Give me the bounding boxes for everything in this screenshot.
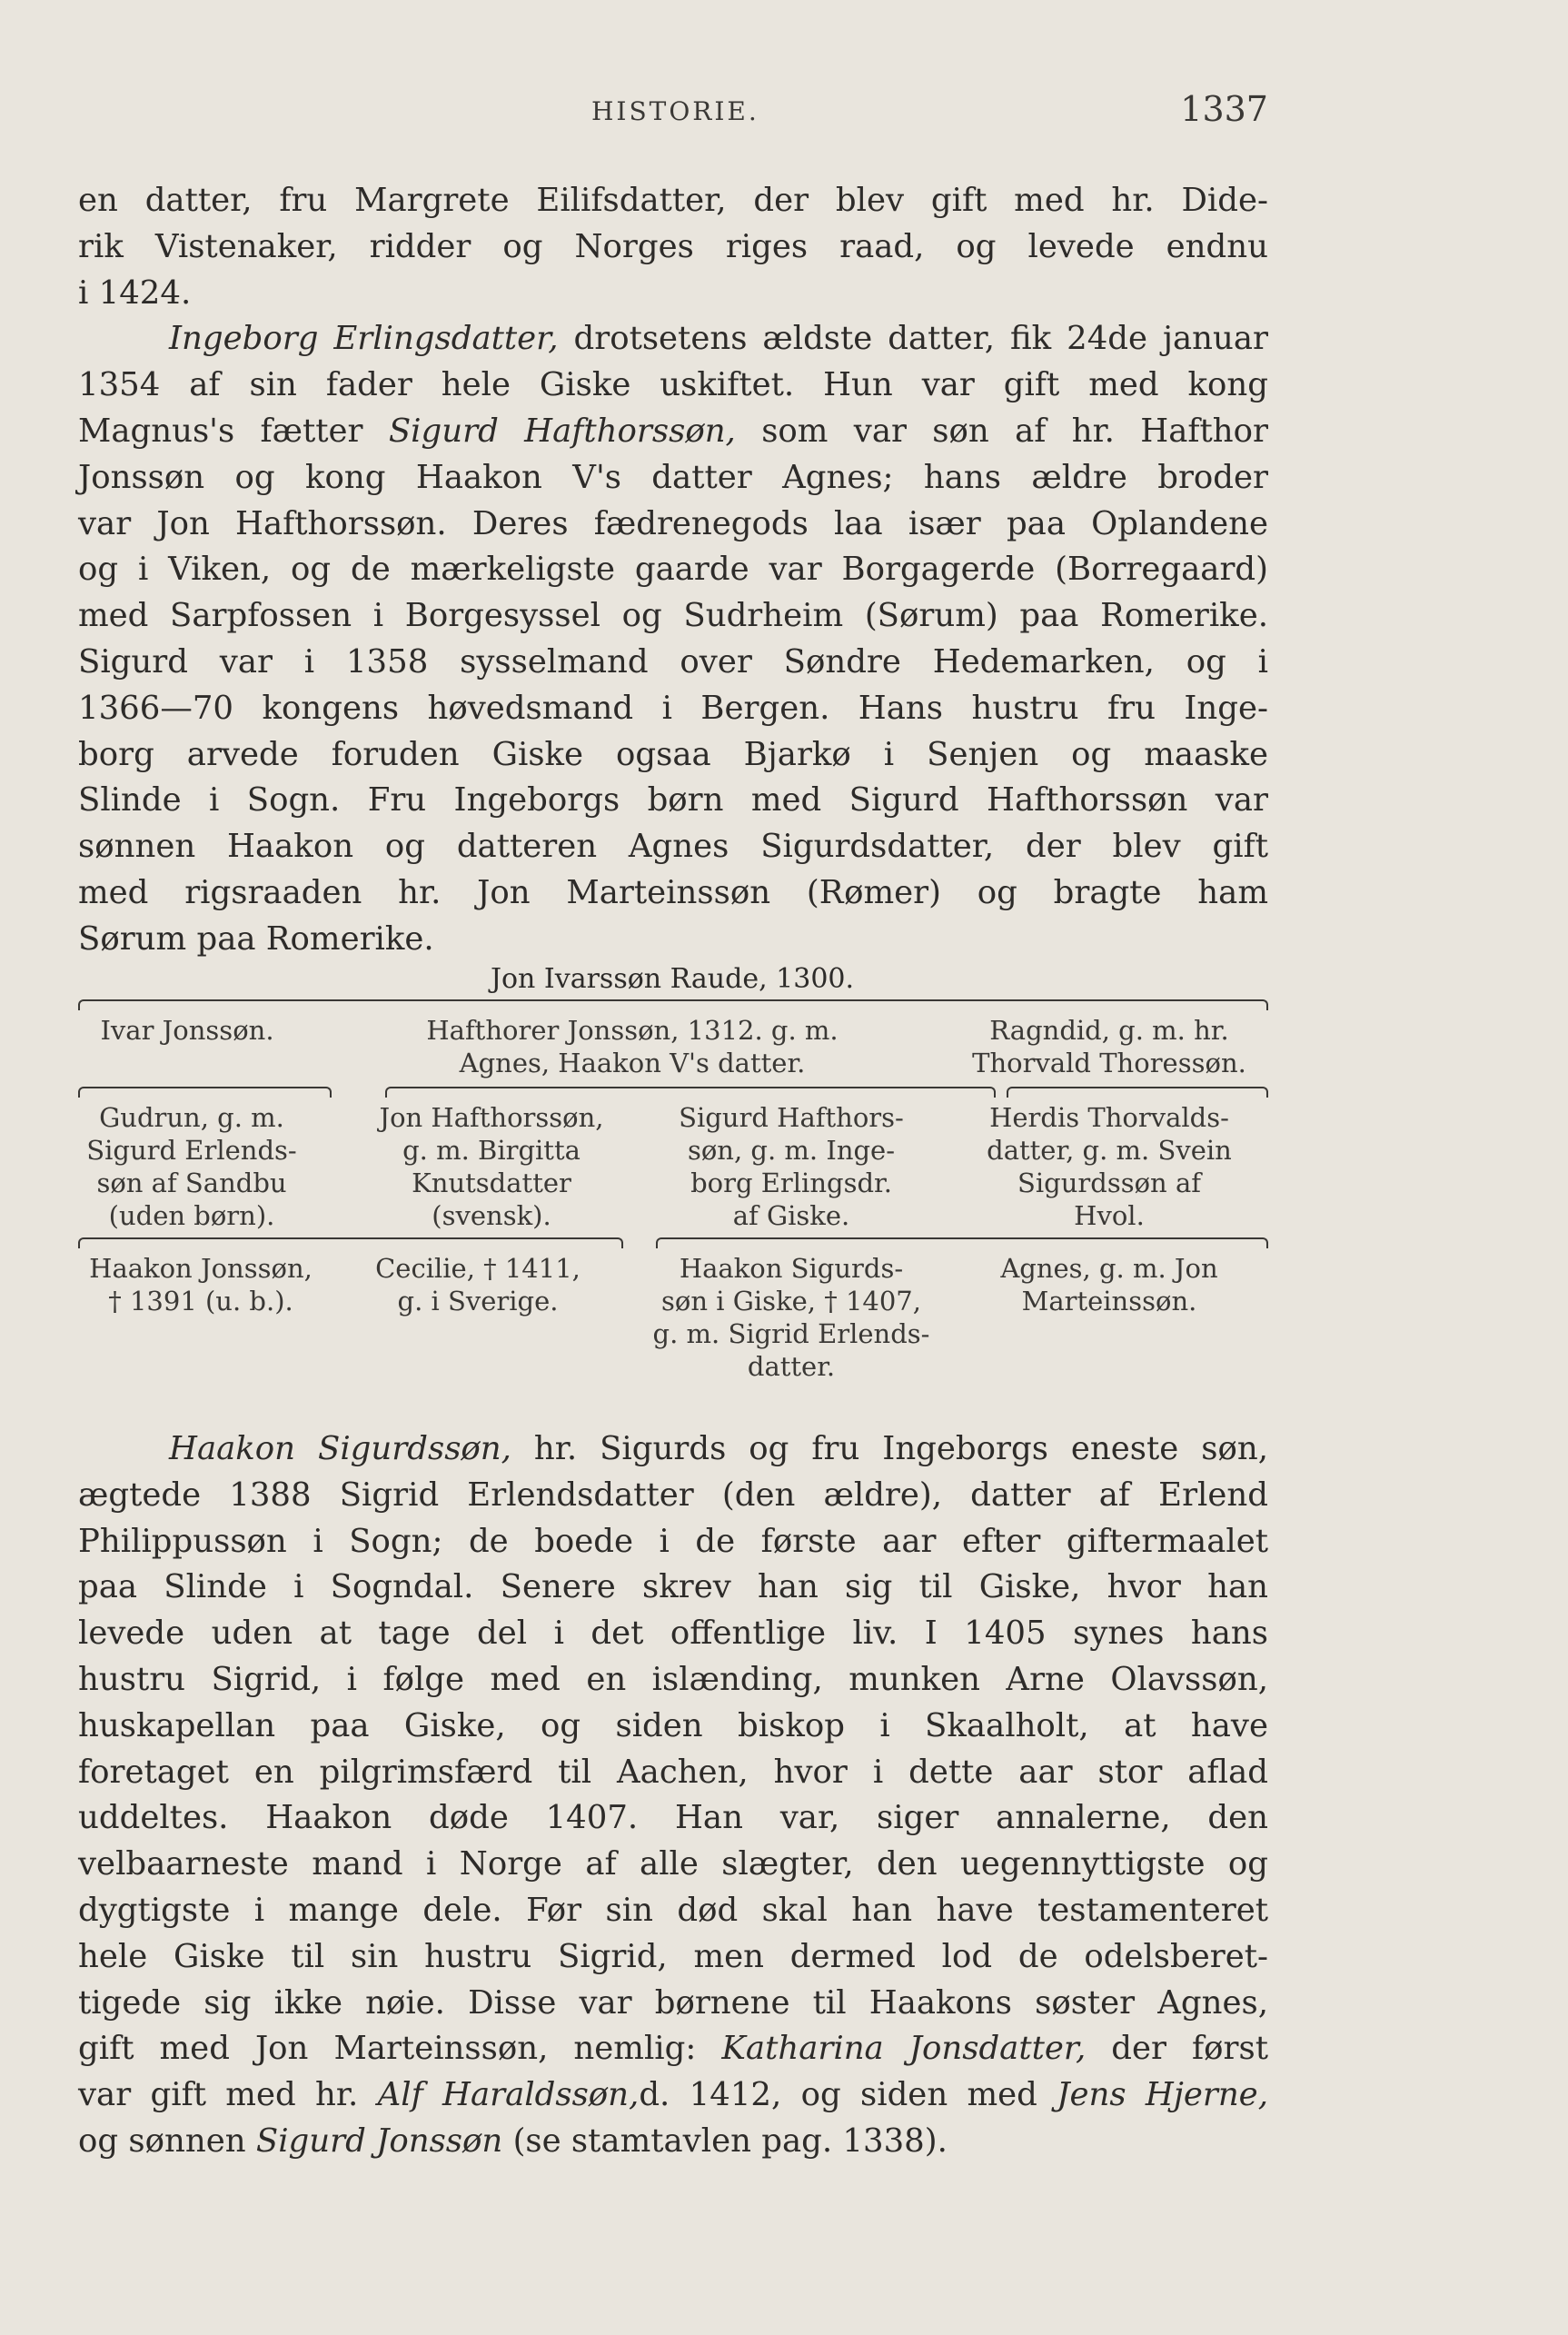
text-line: [78, 2119, 1268, 2165]
tree-entry-haakon-jonssoen: [69, 1252, 332, 1317]
tree-entry-line: Knutsdatter: [412, 1168, 571, 1198]
person-name: Sigurd Hafthorssøn,: [388, 412, 736, 450]
text-run: hr. Sigurds og fru Ingeborgs eneste søn,: [533, 1430, 1268, 1467]
text-run: der først: [1111, 2030, 1268, 2068]
tree-entry-line: Jon Hafthorssøn,: [379, 1102, 604, 1133]
tree-entry-line: Haakon Jonssøn,: [89, 1253, 313, 1284]
text-line: borg arvede foruden Giske ogsaa Bjarkø i Senjen og maaske: [78, 735, 1268, 773]
text-line: hele Giske til sin hustru Sigrid, men dermed lod de odelsberet-: [78, 1937, 1268, 1975]
text-line: [78, 1426, 1268, 1473]
page-number: 1337: [1180, 89, 1268, 129]
tree-entry-haakon-sigurdssoen: [632, 1252, 950, 1383]
tree-entry-line: borg Erlingsdr.: [690, 1168, 892, 1198]
tree-entry-agnes: [950, 1252, 1268, 1317]
tree-brace: [385, 1087, 996, 1098]
tree-entry-line: Hvol.: [1074, 1200, 1145, 1231]
tree-entry-line: (svensk).: [432, 1200, 551, 1231]
tree-entry-line: søn i Giske, † 1407,: [661, 1286, 921, 1317]
tree-entry-line: g. m. Birgitta: [402, 1135, 581, 1166]
text-line: en datter, fru Margrete Eilifsdatter, der blev gift med hr. Dide-: [78, 182, 1268, 219]
tree-entry-ivar: [78, 1014, 296, 1047]
tree-brace: [78, 1087, 332, 1098]
person-name: Alf Haraldssøn,: [377, 2076, 640, 2114]
tree-entry-line: Ivar Jonssøn.: [100, 1015, 274, 1046]
person-name: Ingeborg Erlingsdatter,: [169, 320, 559, 358]
text-line: Slinde i Sogn. Fru Ingeborgs børn med Sigurd Hafthorssøn var: [78, 781, 1268, 820]
page-header: [78, 89, 1268, 144]
tree-entry-line: Marteinssøn.: [1021, 1286, 1197, 1317]
text-line: [78, 316, 1268, 363]
running-title: HISTORIE.: [591, 96, 759, 126]
text-line: paa Slinde i Sogndal. Senere skrev han sig til Giske, hvor han: [78, 1568, 1268, 1606]
tree-entry-line: Hafthorer Jonssøn, 1312. g. m.: [426, 1015, 839, 1046]
text-line: med Sarpfossen i Borgesyssel og Sudrheim (Sørum) paa Romerike.: [78, 597, 1268, 635]
paragraph-haakon: [78, 1426, 1268, 2165]
text-line: Jonssøn og kong Haakon V's datter Agnes; hans ældre broder: [78, 458, 1268, 496]
tree-entry-line: af Giske.: [732, 1200, 850, 1231]
text-run: Magnus's fætter: [78, 412, 363, 450]
person-name: Jens Hjerne,: [1057, 2076, 1268, 2114]
text-line: med rigsraaden hr. Jon Marteinssøn (Rømer) og bragte ham: [78, 873, 1268, 911]
text-line: [78, 2072, 1268, 2119]
text-run: gift med Jon Marteinssøn, nemlig:: [78, 2030, 697, 2068]
tree-entry-line: Agnes, g. m. Jon: [1000, 1253, 1218, 1284]
text-run: d. 1412, og siden med: [639, 2076, 1037, 2114]
text-line: foretaget en pilgrimsfærd til Aachen, hvor i dette aar stor aflad: [78, 1753, 1268, 1791]
text-line: Philippussøn i Sogn; de boede i de første aar efter giftermaalet: [78, 1522, 1268, 1560]
tree-entry-line: Haakon Sigurds-: [679, 1253, 904, 1284]
tree-entry-line: Thorvald Thoressøn.: [972, 1048, 1246, 1078]
text-run: drotsetens ældste datter, fik 24de januar: [573, 320, 1268, 358]
text-run: og sønnen: [78, 2121, 246, 2160]
text-line: 1366—70 kongens høvedsmand i Bergen. Hans hustru fru Inge-: [78, 689, 1268, 727]
text-line: [78, 2026, 1268, 2072]
tree-entry-line: Cecilie, † 1411,: [375, 1253, 581, 1284]
family-tree-title: Jon Ivarssøn Raude, 1300.: [490, 963, 855, 995]
text-line: i 1424.: [78, 273, 192, 312]
text-run: som var søn af hr. Hafthor: [761, 412, 1268, 450]
tree-entry-line: (uden børn).: [108, 1200, 275, 1231]
text-run: (se stamtavlen pag. 1338).: [512, 2121, 948, 2160]
text-line: dygtigste i mange dele. Før sin død skal han have testamenteret: [78, 1891, 1268, 1929]
tree-entry-line: Sigurd Erlends-: [86, 1135, 297, 1166]
tree-entry-line: Herdis Thorvalds-: [989, 1102, 1229, 1133]
text-line: sønnen Haakon og datteren Agnes Sigurdsdatter, der blev gift: [78, 828, 1268, 866]
text-line: 1354 af sin fader hele Giske uskiftet. Hun var gift med kong: [78, 366, 1268, 404]
tree-entry-cecilie: [342, 1252, 614, 1317]
tree-entry-herdis: [950, 1101, 1268, 1232]
text-line: Sigurd var i 1358 sysselmand over Søndre Hedemarken, og i: [78, 642, 1268, 681]
text-line: huskapellan paa Giske, og siden biskop i Skaalholt, at have: [78, 1706, 1268, 1744]
tree-entry-gudrun: [60, 1101, 323, 1232]
text-line: var Jon Hafthorssøn. Deres fædrenegods laa især paa Oplandene: [78, 504, 1268, 542]
person-name: Haakon Sigurdssøn,: [169, 1430, 511, 1467]
tree-entry-line: datter.: [747, 1351, 836, 1382]
tree-entry-line: datter, g. m. Svein: [987, 1135, 1232, 1166]
text-line: tigede sig ikke nøie. Disse var børnene til Haakons søster Agnes,: [78, 1983, 1268, 2022]
tree-entry-line: Gudrun, g. m.: [99, 1102, 284, 1133]
tree-brace: [78, 1237, 623, 1248]
text-run: var gift med hr.: [78, 2076, 359, 2114]
text-line: rik Vistenaker, ridder og Norges riges raad, og levede endnu: [78, 227, 1268, 265]
text-line: uddeltes. Haakon døde 1407. Han var, siger annalerne, den: [78, 1799, 1268, 1837]
tree-brace: [78, 999, 1268, 1010]
tree-entry-hafthorer: [305, 1014, 959, 1079]
tree-entry-sigurd: [641, 1101, 941, 1232]
text-line: levede uden at tage del i det offentlige liv. I 1405 synes hans: [78, 1615, 1268, 1653]
tree-entry-jon: [342, 1101, 641, 1232]
person-name: Sigurd Jonssøn: [255, 2121, 503, 2160]
text-line: velbaarneste mand i Norge af alle slægter, den uegennyttigste og: [78, 1845, 1268, 1883]
tree-entry-line: g. i Sverige.: [397, 1286, 559, 1317]
text-line: [78, 409, 1268, 455]
text-line: og i Viken, og de mærkeligste gaarde var Borgagerde (Borregaard): [78, 551, 1268, 589]
tree-brace: [1007, 1087, 1268, 1098]
person-name: Katharina Jonsdatter,: [721, 2030, 1087, 2068]
tree-entry-ragndid: [950, 1014, 1268, 1079]
tree-entry-line: g. m. Sigrid Erlends-: [652, 1318, 930, 1349]
tree-entry-line: søn, g. m. Inge-: [687, 1135, 896, 1166]
paragraph-ingeborg: [78, 178, 1268, 963]
tree-entry-line: Sigurdssøn af: [1017, 1168, 1201, 1198]
tree-entry-line: † 1391 (u. b.).: [108, 1286, 293, 1317]
tree-entry-line: Agnes, Haakon V's datter.: [459, 1048, 806, 1078]
tree-brace: [656, 1237, 1268, 1248]
tree-entry-line: Sigurd Hafthors-: [679, 1102, 904, 1133]
text-line: ægtede 1388 Sigrid Erlendsdatter (den ældre), datter af Erlend: [78, 1476, 1268, 1514]
tree-entry-line: Ragndid, g. m. hr.: [989, 1015, 1229, 1046]
text-line: Sørum paa Romerike.: [78, 919, 434, 958]
tree-entry-line: søn af Sandbu: [96, 1168, 287, 1198]
text-line: hustru Sigrid, i følge med en islænding, munken Arne Olavssøn,: [78, 1660, 1268, 1698]
